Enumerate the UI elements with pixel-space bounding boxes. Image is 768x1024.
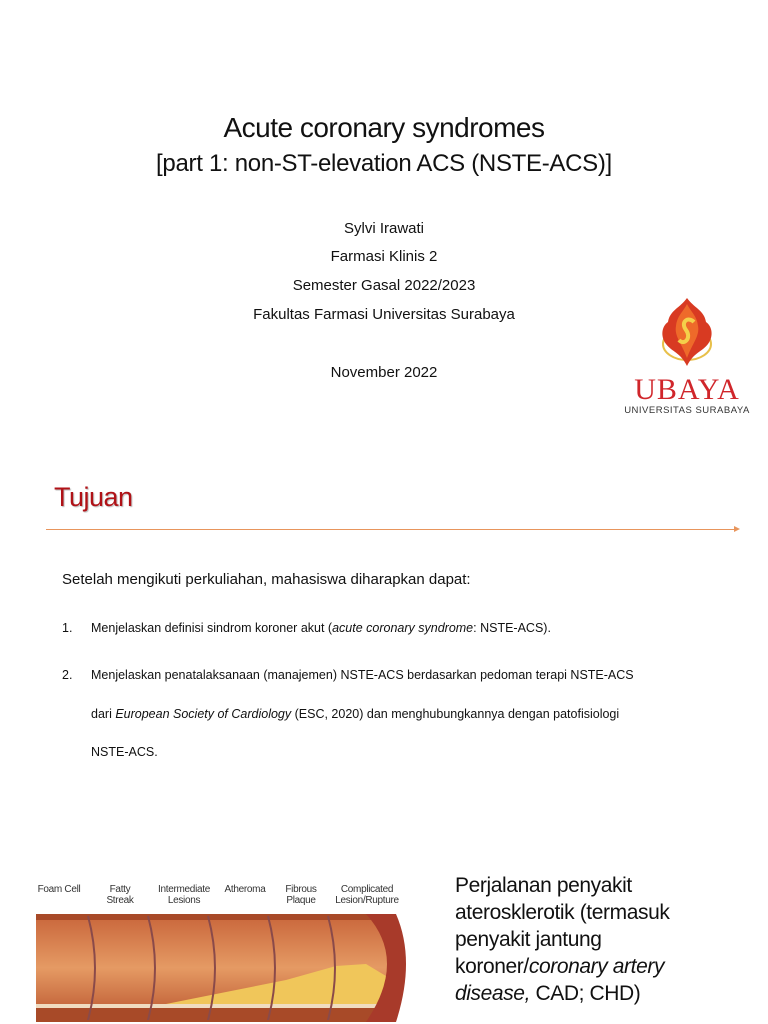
- logo-subtext: UNIVERSITAS SURABAYA: [624, 405, 750, 416]
- text-part: : NSTE-ACS).: [473, 621, 551, 635]
- item-number: 2.: [62, 668, 73, 682]
- figure-label: Atheroma: [224, 884, 266, 895]
- text-part: koroner/: [455, 955, 529, 978]
- figure-label: Intermediate Lesions: [158, 884, 210, 906]
- heading-divider: [46, 529, 736, 530]
- text-italic: disease,: [455, 982, 531, 1005]
- section-heading: Tujuan: [54, 482, 133, 512]
- atherosclerosis-figure: [36, 880, 408, 1024]
- item-text-line: Menjelaskan penatalaksanaan (manajemen) NSTE-ACS berdasarkan pedoman terapi NSTE-ACS: [91, 668, 634, 682]
- caption-line: Perjalanan penyakit: [455, 874, 632, 897]
- intro-text: Setelah mengikuti perkuliahan, mahasiswa diharapkan dapat:: [62, 571, 471, 588]
- figure-caption: [455, 872, 755, 1007]
- text-part: dari: [91, 707, 116, 721]
- faculty: Fakultas Farmasi Universitas Surabaya: [253, 306, 515, 323]
- slide-subtitle: [part 1: non-ST-elevation ACS (NSTE-ACS)]: [156, 150, 612, 177]
- date: November 2022: [330, 364, 438, 381]
- item-text: [91, 621, 731, 635]
- text-part: (ESC, 2020) dan menghubungkannya dengan patofisiologi: [291, 707, 620, 721]
- item-number: 1.: [62, 621, 73, 635]
- caption-line: aterosklerotik (termasuk: [455, 901, 670, 924]
- figure-label: Complicated Lesion/Rupture: [335, 884, 399, 906]
- caption-line: penyakit jantung: [455, 928, 602, 951]
- caption-line: [455, 953, 755, 980]
- figure-label: Fatty Streak: [106, 884, 134, 906]
- ubaya-emblem-icon: [652, 296, 722, 370]
- author: Sylvi Irawati: [343, 220, 425, 237]
- slide-title: Acute coronary syndromes: [223, 112, 545, 143]
- text-italic: coronary artery: [528, 955, 665, 978]
- artery-illustration: [36, 880, 408, 1024]
- caption-line: [455, 980, 755, 1007]
- course: Farmasi Klinis 2: [330, 248, 438, 265]
- item-text-line: NSTE-ACS.: [91, 745, 158, 759]
- text-italic: European Society of Cardiology: [115, 707, 292, 721]
- logo-text: UBAYA: [634, 373, 740, 406]
- text-part: Menjelaskan definisi sindrom koroner akut (: [91, 621, 333, 635]
- semester: Semester Gasal 2022/2023: [292, 277, 476, 294]
- figure-label: Fibrous Plaque: [285, 884, 317, 906]
- divider-arrow-icon: [734, 526, 740, 532]
- text-part: CAD; CHD): [530, 982, 641, 1005]
- text-italic: acute coronary syndrome: [332, 621, 474, 635]
- ubaya-logo: [612, 296, 762, 420]
- item-text-line: [91, 707, 731, 721]
- figure-label: Foam Cell: [37, 884, 81, 895]
